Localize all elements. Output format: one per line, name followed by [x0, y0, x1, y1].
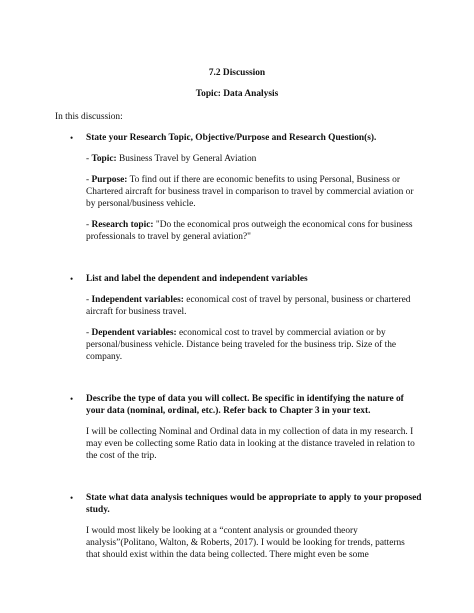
- dv-label: Dependent variables:: [91, 328, 177, 338]
- purpose-label: Purpose:: [91, 175, 128, 185]
- research-topic-line-2: professionals to travel by general aviation?": [86, 232, 251, 242]
- section4-body-line-2: analysis”(Politano, Walton, & Roberts, 2017). I would be looking for trends, patterns: [86, 538, 405, 548]
- bullet-marker: •: [70, 493, 74, 503]
- bullet-marker: •: [70, 394, 74, 404]
- section4-heading-line-1: State what data analysis techniques would be appropriate to apply to your proposed: [86, 493, 422, 503]
- section3-body-line-3: the cost of the trip.: [86, 451, 157, 461]
- topic-text: Business Travel by General Aviation: [116, 154, 257, 164]
- dependent-variables-line-3: company.: [86, 352, 123, 362]
- iv-dash: -: [86, 295, 92, 305]
- dependent-variables-line-2: personal/business vehicle. Distance being traveled for the business trip. Size of the: [86, 340, 397, 350]
- dependent-variables-line-1: [86, 327, 386, 339]
- purpose-dash: -: [86, 175, 92, 185]
- section4-heading-line-2: study.: [86, 505, 110, 515]
- iv-text-1: economical cost of travel by personal, business or chartered: [183, 295, 411, 305]
- section2-heading: List and label the dependent and independent variables: [86, 274, 308, 284]
- research-topic-text-1: "Do the economical pros outweigh the economical cons for business: [153, 220, 413, 230]
- bullet-marker: •: [70, 274, 74, 284]
- section4-body-line-1: I would most likely be looking at a “content analysis or grounded theory: [86, 526, 358, 536]
- purpose-text-1: To find out if there are economic benefits to using Personal, Business or: [127, 175, 400, 185]
- section1-heading: State your Research Topic, Objective/Purpose and Research Question(s).: [86, 133, 377, 143]
- independent-variables-line-1: [86, 294, 410, 306]
- section3-heading-line-2: your data (nominal, ordinal, etc.). Refer back to Chapter 3 in your text.: [86, 406, 371, 416]
- topic-dash: -: [86, 154, 92, 164]
- dv-dash: -: [86, 328, 92, 338]
- topic-line: [86, 153, 256, 165]
- purpose-line-3: by personal/business vehicle.: [86, 199, 196, 209]
- document-title: 7.2 Discussion: [208, 68, 266, 78]
- section3-body-line-1: I will be collecting Nominal and Ordinal data in my collection of data in my research. I: [86, 427, 414, 437]
- topic-heading: Topic: Data Analysis: [195, 89, 279, 99]
- independent-variables-line-2: aircraft for business travel.: [86, 307, 187, 317]
- section3-heading-line-1: Describe the type of data you will collect. Be specific in identifying the nature of: [86, 394, 404, 404]
- intro-text: In this discussion:: [55, 112, 123, 122]
- bullet-marker: •: [70, 133, 74, 143]
- dv-text-1: economical cost to travel by commercial aviation or by: [176, 328, 386, 338]
- research-topic-dash: -: [86, 220, 92, 230]
- purpose-line-1: [86, 174, 400, 186]
- research-topic-label: Research topic:: [91, 220, 154, 230]
- research-topic-line-1: [86, 219, 413, 231]
- iv-label: Independent variables:: [91, 295, 184, 305]
- section3-body-line-2: may even be collecting some Ratio data in looking at the distance traveled in relation to: [86, 439, 415, 449]
- purpose-line-2: Chartered aircraft for business travel in comparison to travel by commercial aviation or: [86, 187, 414, 197]
- section4-body-line-3: that should exist within the data being collected. There might even be some: [86, 550, 369, 560]
- topic-label: Topic:: [91, 154, 117, 164]
